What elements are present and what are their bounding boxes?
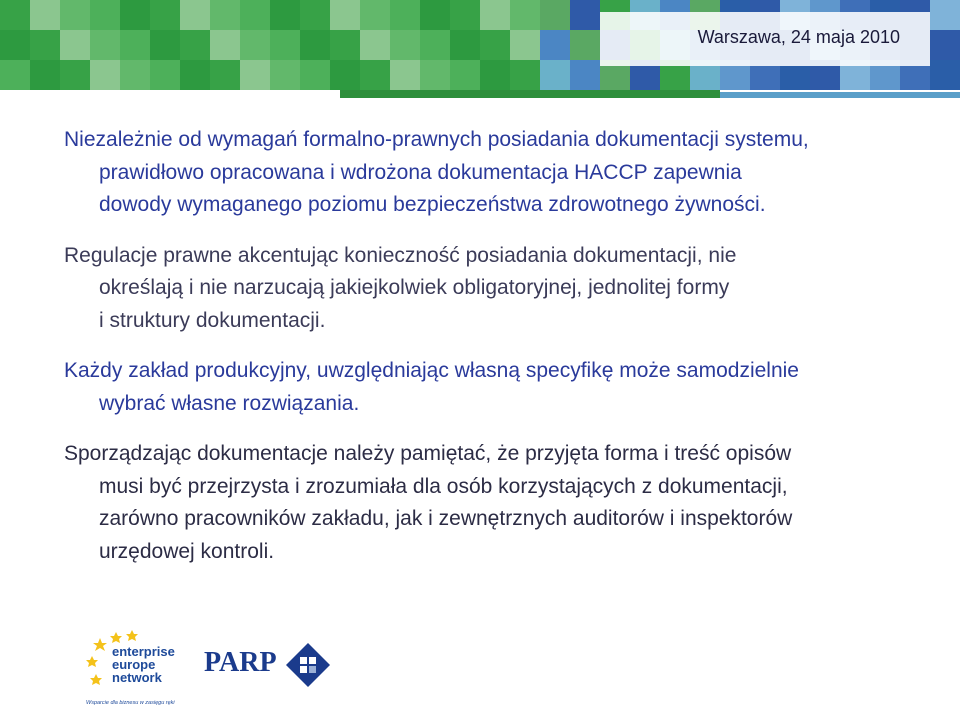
banner-tile (60, 30, 90, 60)
banner-tile (540, 60, 570, 90)
banner-tile (240, 0, 270, 30)
banner-tile (270, 30, 300, 60)
banner-tile (390, 60, 420, 90)
banner-tile (480, 60, 510, 90)
banner-tile (450, 0, 480, 30)
parp-logo (204, 641, 330, 687)
banner-tile (90, 30, 120, 60)
parp-emblem-icon (286, 643, 330, 687)
banner-tile (90, 60, 120, 90)
paragraph-3 (64, 355, 924, 420)
een-line-3: network (112, 670, 162, 685)
text-line: musi być przejrzysta i zrozumiała dla osób korzystających z dokumentacji, (99, 474, 788, 498)
banner-tile (150, 60, 180, 90)
banner-tile (570, 0, 600, 30)
banner-tile (60, 60, 90, 90)
banner-tile (180, 60, 210, 90)
banner-tile (360, 60, 390, 90)
banner-tile (330, 30, 360, 60)
text-line: prawidłowo opracowana i wdrożona dokumentacja HACCP zapewnia (99, 160, 742, 184)
text-line: określają i nie narzucają jakiejkolwiek obligatoryjnej, jednolitej formy (99, 276, 730, 299)
banner-tile (90, 0, 120, 30)
banner-tile (300, 30, 330, 60)
paragraph-2 (64, 240, 924, 338)
banner-tile (120, 0, 150, 30)
banner-tile (30, 60, 60, 90)
een-line-1: enterprise (112, 644, 175, 659)
banner-tile (30, 30, 60, 60)
banner-tile (510, 30, 540, 60)
banner-tile (240, 30, 270, 60)
banner-tile (510, 0, 540, 30)
banner-tile (420, 0, 450, 30)
banner-tile (30, 0, 60, 30)
banner-tile (210, 30, 240, 60)
banner-tile (120, 60, 150, 90)
banner-tile (480, 0, 510, 30)
banner-tile (450, 30, 480, 60)
banner-tile (930, 0, 960, 30)
banner-tile (360, 30, 390, 60)
banner-tile (210, 60, 240, 90)
banner-tile (510, 60, 540, 90)
text-line: zarówno pracowników zakładu, jak i zewnętrznych auditorów i inspektorów (99, 507, 793, 530)
banner-tile (120, 30, 150, 60)
banner-tile (180, 30, 210, 60)
banner-tile (930, 60, 960, 90)
text-line: urzędowej kontroli. (99, 539, 275, 563)
banner-tile (450, 60, 480, 90)
banner-tile (570, 60, 600, 90)
banner-tile (0, 0, 30, 30)
banner-tile (270, 60, 300, 90)
header-banner (0, 0, 960, 112)
text-line: Niezależnie od wymagań formalno-prawnych posiadania dokumentacji systemu, (64, 128, 809, 151)
text-line: i struktury dokumentacji. (99, 308, 326, 332)
banner-tile (210, 0, 240, 30)
banner-tile (0, 60, 30, 90)
document-body (64, 124, 924, 586)
text-line: wybrać własne rozwiązania. (99, 391, 360, 415)
banner-pattern (0, 0, 960, 112)
banner-tile (330, 0, 360, 30)
banner-tile (300, 0, 330, 30)
banner-tile (540, 30, 570, 60)
banner-tile (390, 30, 420, 60)
een-line-2: europe (112, 657, 156, 672)
banner-tile (930, 30, 960, 60)
banner-tile (180, 0, 210, 30)
banner-tile (330, 60, 360, 90)
text-line: Sporządzając dokumentacje należy pamiętać, że przyjęta forma i treść opisów (64, 442, 792, 465)
text-line: Każdy zakład produkcyjny, uwzględniając własną specyfikę może samodzielnie (64, 359, 799, 382)
text-line: Regulacje prawne akcentując konieczność posiadania dokumentacji, nie (64, 243, 737, 267)
paragraph-4 (64, 438, 924, 568)
banner-tile (150, 30, 180, 60)
text-line: dowody wymaganego poziomu bezpieczeństwa zdrowotnego żywności. (99, 193, 766, 216)
date-label: Warszawa, 24 maja 2010 (697, 27, 900, 47)
parp-text: PARP (204, 647, 277, 678)
paragraph-1 (64, 124, 924, 222)
banner-tile (420, 60, 450, 90)
banner-tile (540, 0, 570, 30)
banner-tile (150, 0, 180, 30)
banner-tile (480, 30, 510, 60)
banner-tile (300, 60, 330, 90)
banner-tile (0, 30, 30, 60)
banner-tile (360, 0, 390, 30)
een-tagline: Wsparcie dla biznesu w zasięgu ręki (86, 700, 175, 706)
banner-tile (270, 0, 300, 30)
banner-tile (420, 30, 450, 60)
enterprise-europe-network-logo (86, 628, 182, 708)
banner-tile (570, 30, 600, 60)
banner-tile (240, 60, 270, 90)
banner-tile (60, 0, 90, 30)
banner-tile (390, 0, 420, 30)
